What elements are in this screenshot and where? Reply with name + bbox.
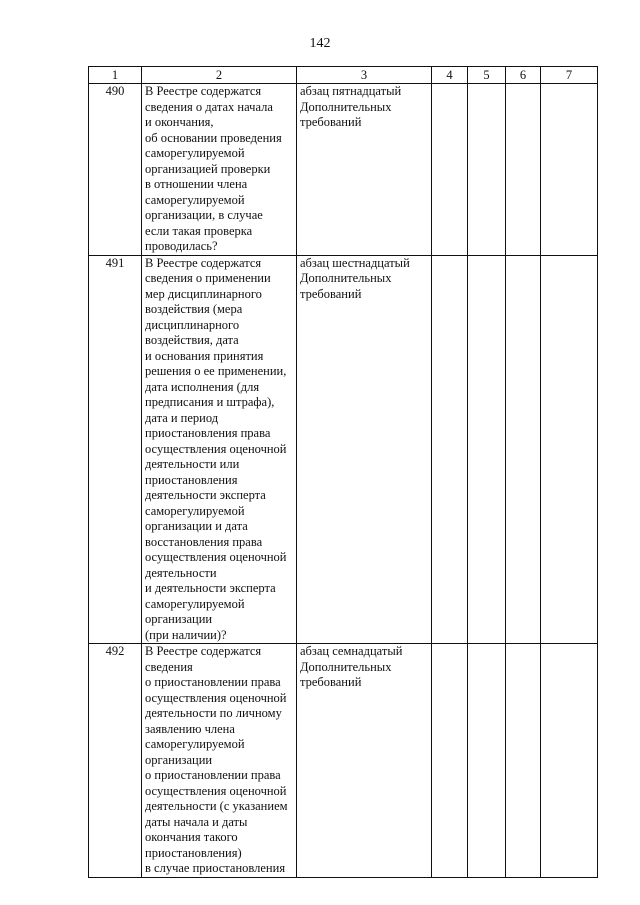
row-cell-6	[506, 255, 541, 644]
row-cell-6	[506, 84, 541, 256]
header-col-1: 1	[89, 67, 142, 84]
row-cell-4	[432, 255, 468, 644]
row-cell-4	[432, 84, 468, 256]
row-reference: абзац шестнадцатый Дополнительных требований	[297, 255, 432, 644]
header-col-2: 2	[142, 67, 297, 84]
header-col-4: 4	[432, 67, 468, 84]
row-question: В Реестре содержатся сведения о приостановлении права осуществления оценочной деятельности по личному заявлению члена саморегулируемой организации о приостановлении права осуществления оценочной деятельности (с указанием даты начала и даты окончания такого приостановления) в случае приостановления	[142, 644, 297, 878]
header-row	[89, 67, 598, 84]
row-cell-4	[432, 644, 468, 878]
header-col-5: 5	[468, 67, 506, 84]
table-row	[89, 644, 598, 878]
row-cell-5	[468, 255, 506, 644]
table-row	[89, 84, 598, 256]
header-col-3: 3	[297, 67, 432, 84]
row-number: 490	[89, 84, 142, 256]
row-cell-5	[468, 644, 506, 878]
row-question: В Реестре содержатся сведения о применении мер дисциплинарного воздействия (мера дисциплинарного воздействия, дата и основания принятия решения о ее применении, дата исполнения (для предписания и штрафа), дата и период приостановления права осуществления оценочной деятельности или приостановления деятельности эксперта саморегулируемой организации и дата восстановления права осуществления оценочной деятельности и деятельности эксперта саморегулируемой организации (при наличии)?	[142, 255, 297, 644]
header-col-6: 6	[506, 67, 541, 84]
row-reference: абзац пятнадцатый Дополнительных требований	[297, 84, 432, 256]
row-question: В Реестре содержатся сведения о датах начала и окончания, об основании проведения саморегулируемой организацией проверки в отношении члена саморегулируемой организации, в случае если такая проверка проводилась?	[142, 84, 297, 256]
row-number: 491	[89, 255, 142, 644]
row-cell-7	[541, 644, 598, 878]
row-number: 492	[89, 644, 142, 878]
row-reference: абзац семнадцатый Дополнительных требований	[297, 644, 432, 878]
row-cell-7	[541, 84, 598, 256]
row-cell-7	[541, 255, 598, 644]
row-cell-6	[506, 644, 541, 878]
header-col-7: 7	[541, 67, 598, 84]
checklist-table	[88, 66, 598, 878]
row-cell-5	[468, 84, 506, 256]
page-number: 142	[309, 36, 331, 51]
table-row	[89, 255, 598, 644]
